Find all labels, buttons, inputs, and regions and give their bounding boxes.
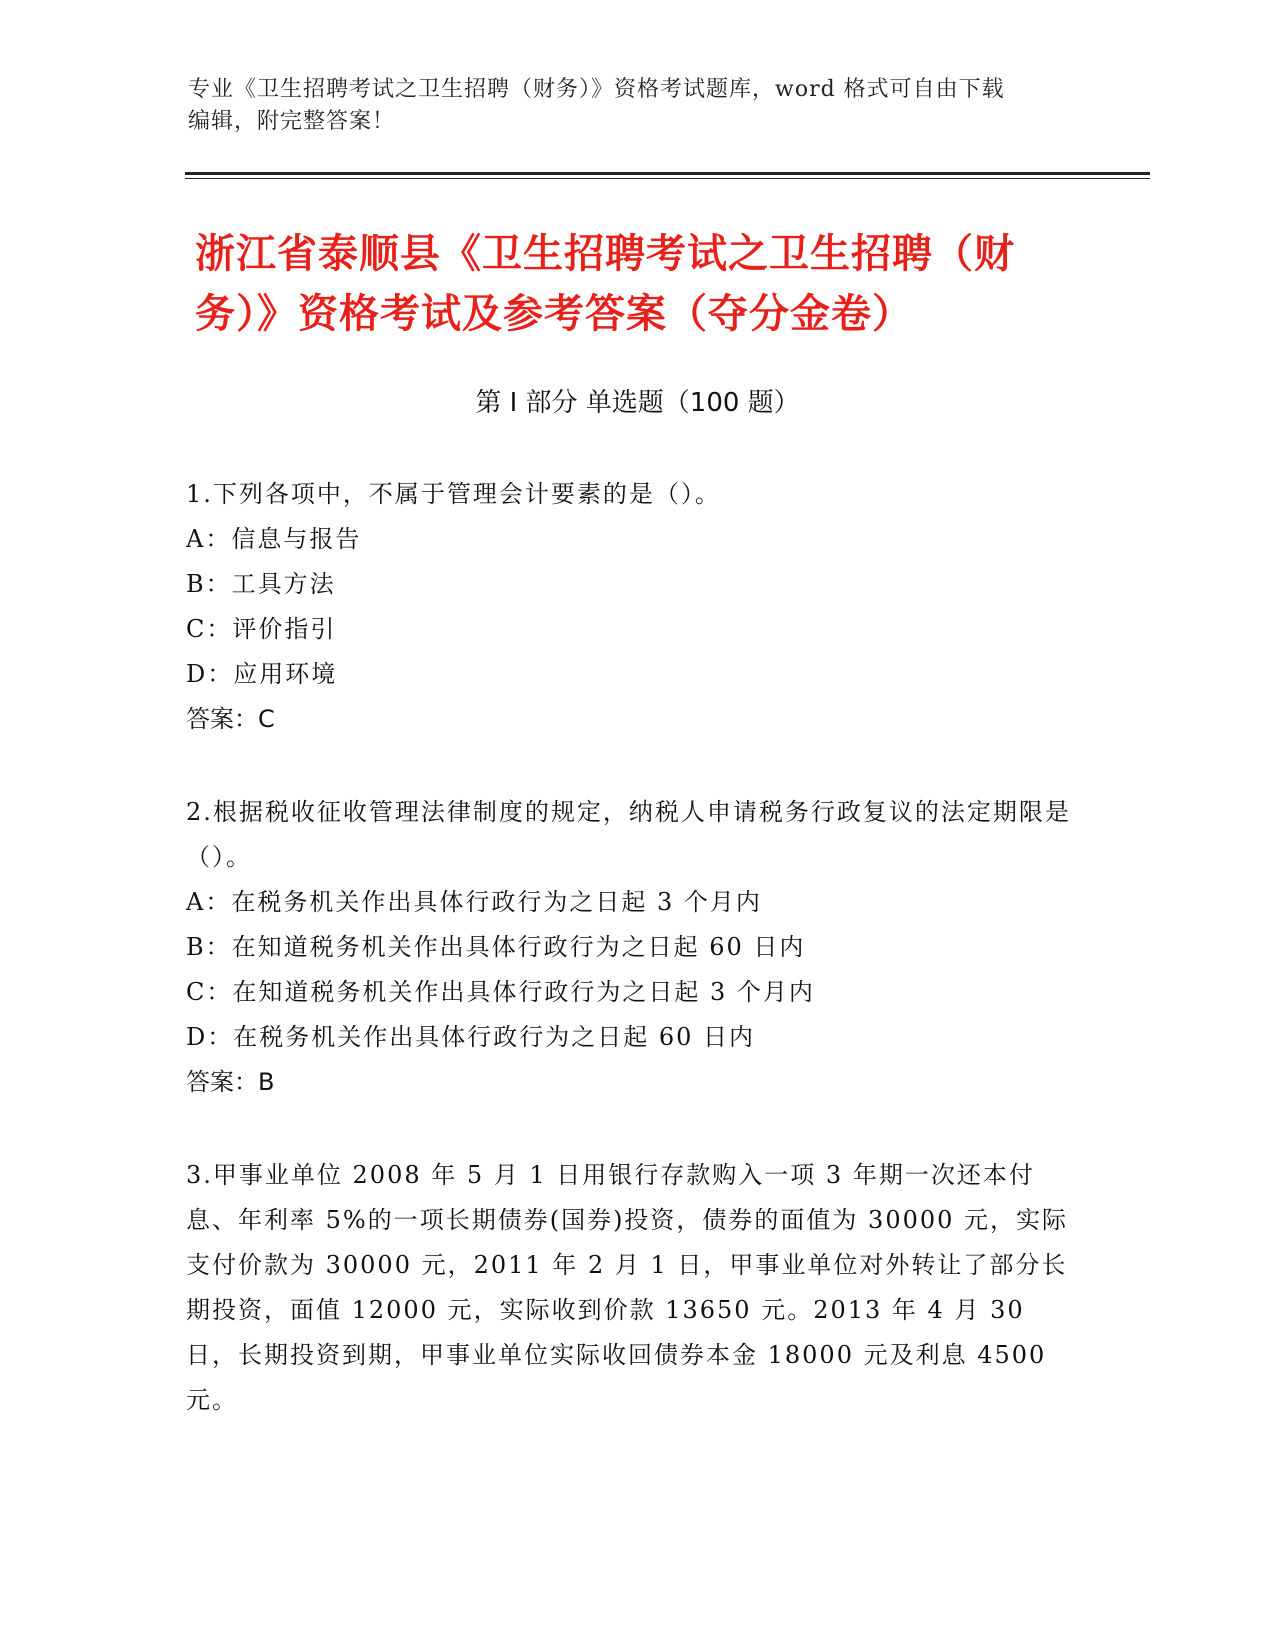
question-stem: 1.下列各项中，不属于管理会计要素的是（）。 [186, 480, 721, 508]
question-stem: 2.根据税收征收管理法律制度的规定，纳税人申请税务行政复议的法定期限是（）。 [186, 798, 1071, 871]
question-stem: 3.甲事业单位 2008 年 5 月 1 日用银行存款购入一项 3 年期一次还本付息、年利率 5%的一项长期债券(国券)投资，债券的面值为 30000 元，实际支付价款为 30000 元，2011 年 2 月 1 日，甲事业单位对外转让了部分长期投资，面值 12000 元，实际收到价款 13650 元。2013 年 4 月 30 日，长期投资到期，甲事业单位实际收回债券本金 18000 元及利息 4500 元。 [186, 1161, 1069, 1414]
option-d: D：应用环境 [186, 660, 338, 688]
option-a: A：信息与报告 [186, 525, 362, 553]
option-c: C：在知道税务机关作出具体行政行为之日起 3 个月内 [186, 978, 815, 1006]
question-3 [186, 1153, 1086, 1423]
answer: 答案：C [186, 705, 275, 733]
header-divider-thin [185, 178, 1150, 179]
header-note: 专业《卫生招聘考试之卫生招聘（财务）》资格考试题库，word 格式可自由下载 编辑，附完整答案！ [188, 77, 1005, 134]
header-divider-thick [185, 172, 1150, 175]
answer: 答案：B [186, 1068, 275, 1096]
option-d: D：在税务机关作出具体行政行为之日起 60 日内 [186, 1023, 756, 1051]
option-a: A：在税务机关作出具体行政行为之日起 3 个月内 [186, 888, 762, 916]
option-b: B：工具方法 [186, 570, 336, 598]
option-c: C：评价指引 [186, 615, 337, 643]
section-title: 第 I 部分 单选题（100 题） [475, 388, 800, 418]
question-2 [186, 790, 1086, 1105]
document-title: 浙江省泰顺县《卫生招聘考试之卫生招聘（财务）》资格考试及参考答案（夺分金卷） [195, 231, 1015, 337]
question-1 [186, 472, 1086, 742]
option-b: B：在知道税务机关作出具体行政行为之日起 60 日内 [186, 933, 806, 961]
